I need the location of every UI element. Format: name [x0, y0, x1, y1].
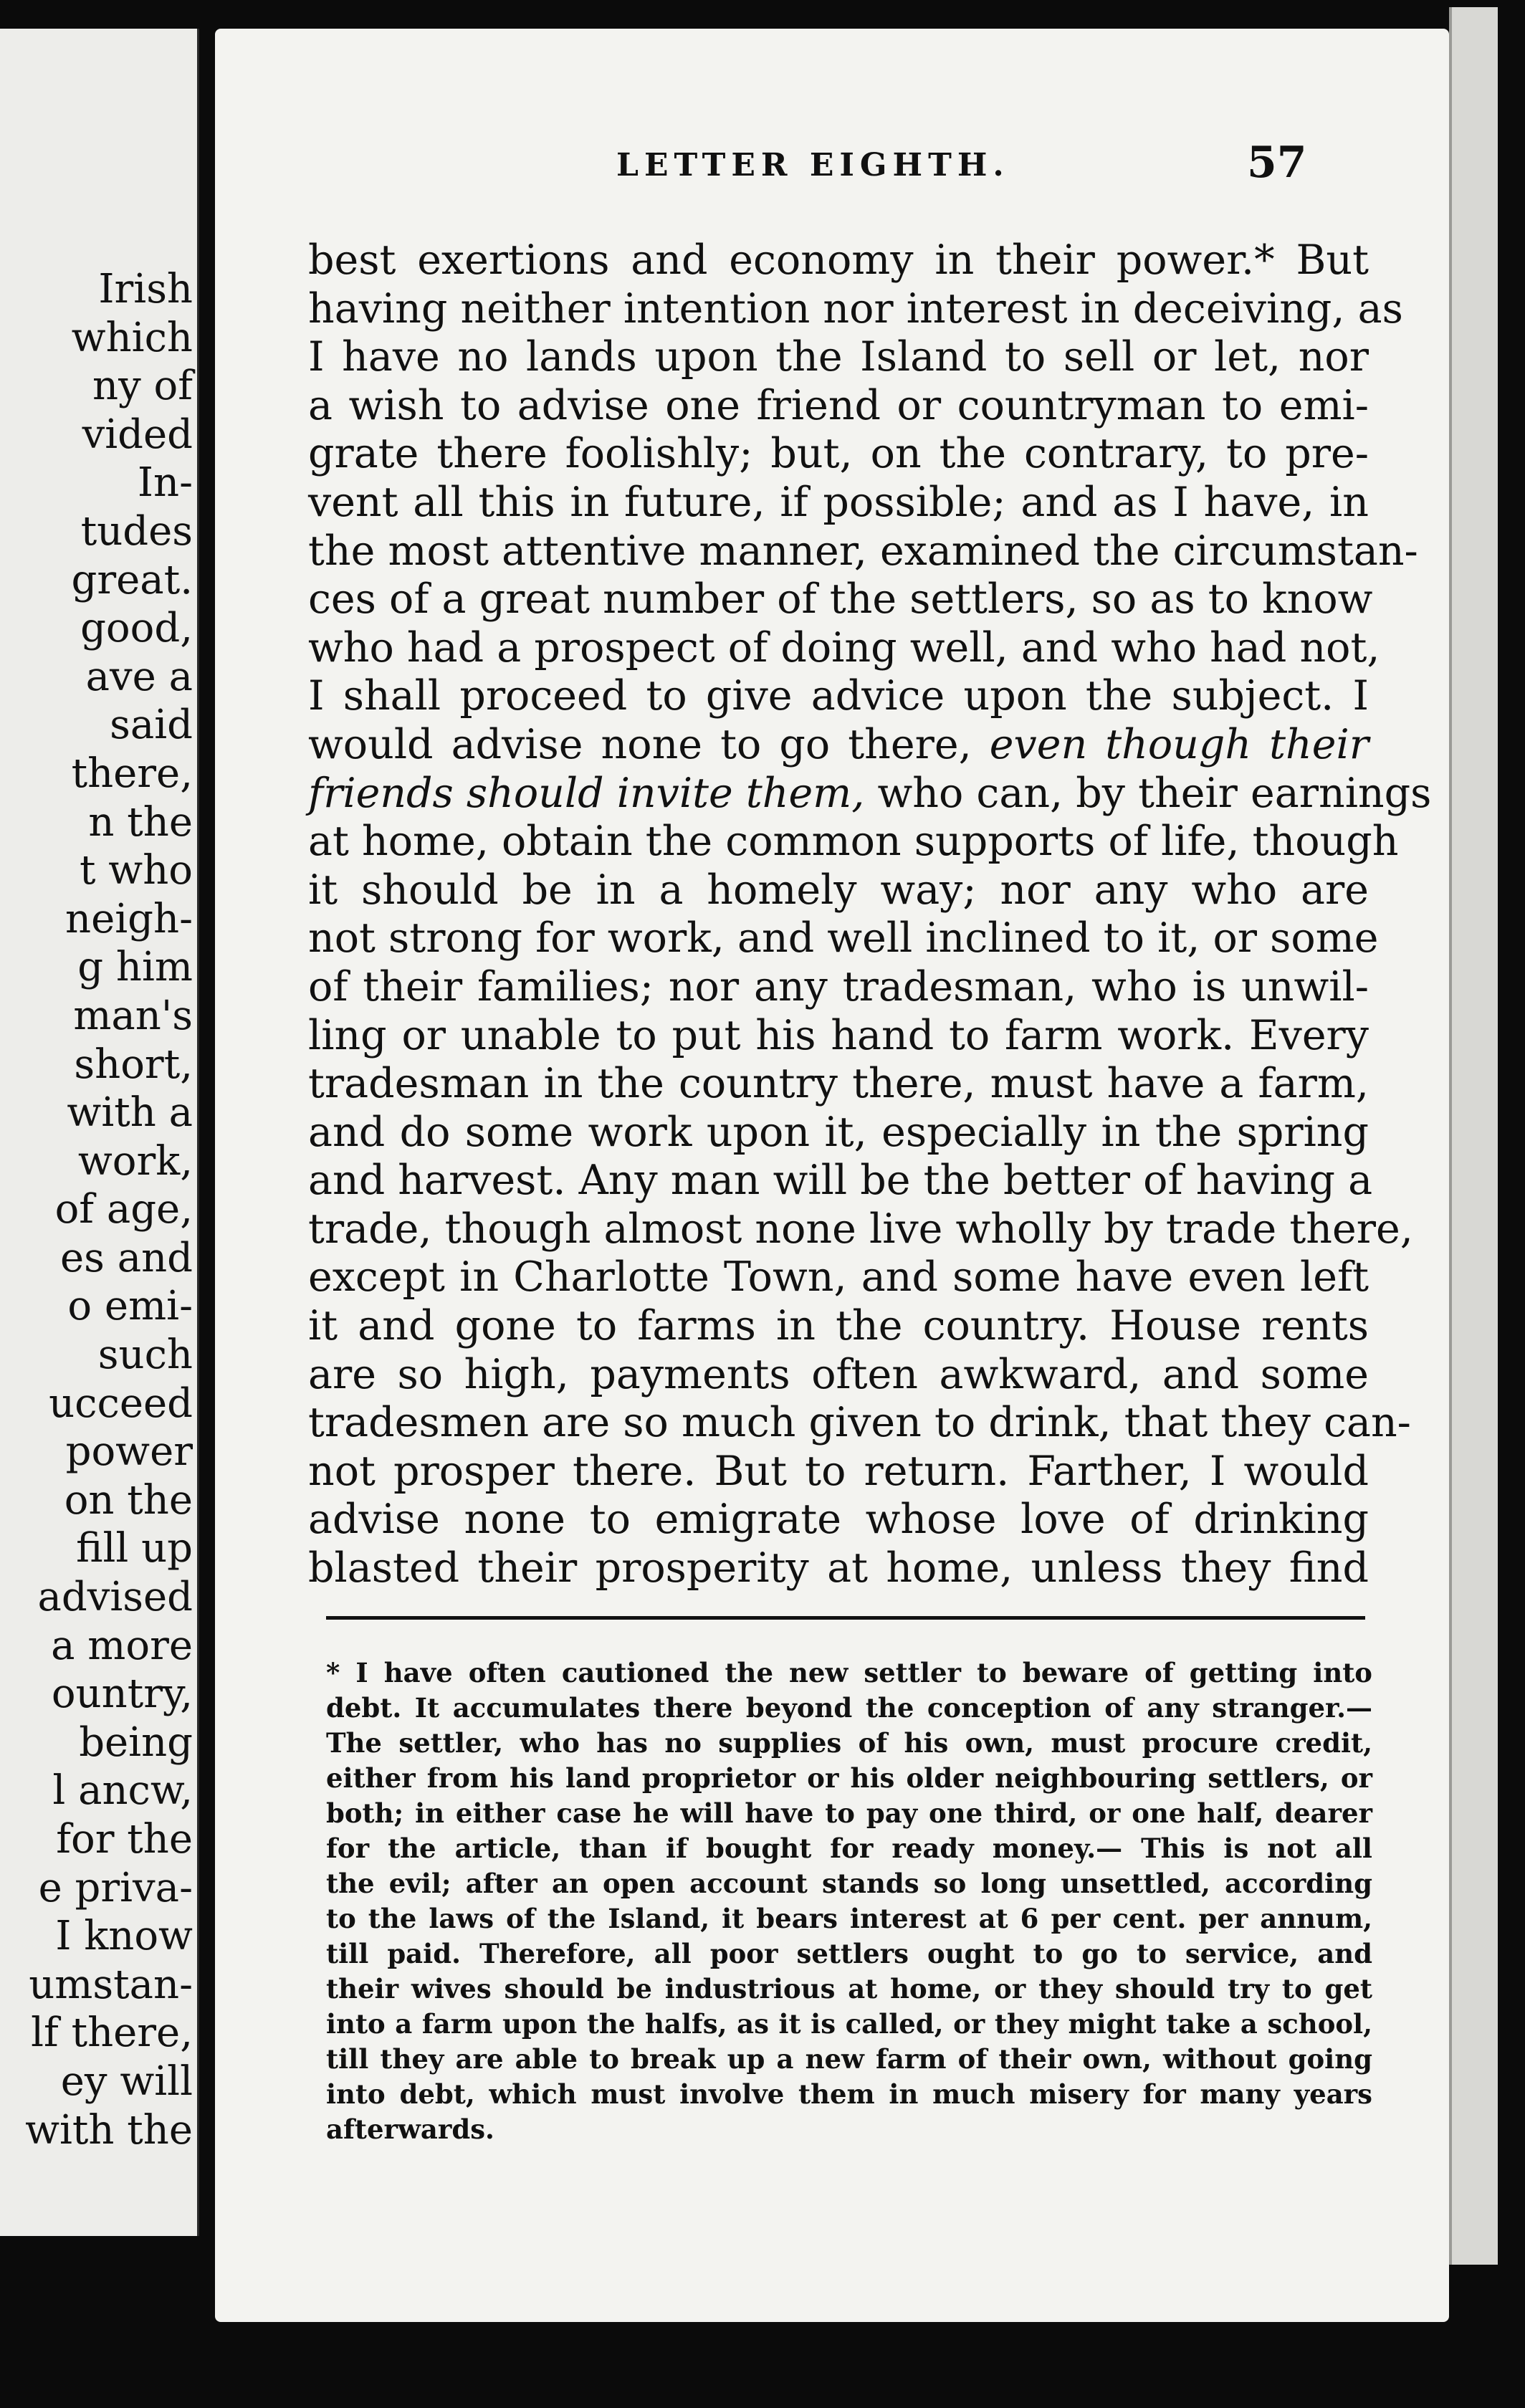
- previous-page-line: n the: [88, 798, 193, 846]
- footnote-line: into debt, which must involve them in much misery for many years: [326, 2078, 1372, 2110]
- previous-page-line: work,: [77, 1137, 193, 1185]
- page-edge: [1449, 7, 1498, 2265]
- footnote-line: into a farm upon the halfs, as it is called, or they might take a school,: [326, 2008, 1372, 2040]
- footnote-line: either from his land proprietor or his older neighbouring settlers, or: [326, 1762, 1372, 1794]
- previous-page-line: said: [110, 702, 193, 749]
- previous-page-line: fill up: [76, 1525, 193, 1572]
- previous-page-line: on the: [64, 1476, 193, 1524]
- previous-page-line: I know: [55, 1913, 193, 1960]
- previous-page-line: tudes: [80, 507, 193, 555]
- body-line: [308, 721, 1369, 770]
- footnote-line: * I have often cautioned the new settler to beware of getting into: [326, 1657, 1372, 1688]
- body-line: grate there foolishly; but, on the contrary, to pre-: [308, 430, 1369, 478]
- previous-page-line: there,: [71, 750, 193, 797]
- body-line: and harvest. Any man will be the better of having a: [308, 1157, 1373, 1205]
- previous-page-line: l ancw,: [52, 1767, 193, 1815]
- italic-phrase: friends should invite them,: [308, 769, 865, 817]
- previous-page-line: great.: [71, 556, 193, 603]
- previous-page-line: lf there,: [31, 2010, 193, 2057]
- footnote: [326, 1656, 1372, 2147]
- footnote-rule: [326, 1616, 1365, 1620]
- footnote-line: The settler, who has no supplies of his own, must procure credit,: [326, 1727, 1372, 1759]
- previous-page-text: [25, 265, 193, 2154]
- footnote-line: afterwards.: [326, 2113, 494, 2145]
- previous-page: [0, 29, 199, 2236]
- body-line-end: who can, by their earnings: [877, 769, 1432, 817]
- footnote-line: their wives should be industrious at home, or they should try to get: [326, 1973, 1372, 2005]
- body-line: ling or unable to put his hand to farm work. Every: [308, 1011, 1369, 1059]
- body-line: vent all this in future, if possible; and as I have, in: [308, 478, 1369, 526]
- previous-page-line: ny of: [92, 363, 193, 410]
- body-line: the most attentive manner, examined the circumstan-: [308, 527, 1418, 575]
- previous-page-line: ountry,: [51, 1671, 193, 1718]
- previous-page-line: ave a: [85, 653, 193, 700]
- body-line: tradesman in the country there, must have a farm,: [308, 1060, 1369, 1108]
- body-line: who had a prospect of doing well, and who had not,: [308, 624, 1380, 672]
- previous-page-line: good,: [80, 605, 193, 652]
- footnote-line: the evil; after an open account stands so long unsettled, according: [326, 1868, 1372, 1899]
- body-line: trade, though almost none live wholly by trade there,: [308, 1205, 1413, 1253]
- body-line: [308, 769, 1432, 818]
- running-head: LETTER EIGHTH.: [616, 147, 1010, 183]
- body-line: and do some work upon it, especially in the spring: [308, 1108, 1369, 1156]
- footnote-line: debt. It accumulates there beyond the conception of any stranger.—: [326, 1692, 1372, 1724]
- previous-page-line: man's: [73, 992, 193, 1039]
- previous-page-line: for the: [56, 1816, 193, 1863]
- footnote-line: both; in either case he will have to pay one third, or one half, dearer: [326, 1797, 1372, 1829]
- footnote-line: till paid. Therefore, all poor settlers ought to go to service, and: [326, 1938, 1372, 1969]
- body-line: it should be in a homely way; nor any who are: [308, 866, 1369, 914]
- previous-page-line: with the: [25, 2106, 193, 2154]
- previous-page-line: with a: [67, 1089, 193, 1137]
- body-line: not strong for work, and well inclined to it, or some: [308, 914, 1379, 962]
- footnote-line: for the article, than if bought for ready money.— This is not all: [326, 1833, 1372, 1864]
- previous-page-line: short,: [74, 1041, 193, 1088]
- previous-page-line: of age,: [54, 1186, 193, 1233]
- body-line: not prosper there. But to return. Farther, I would: [308, 1447, 1369, 1495]
- body-line: of their families; nor any tradesman, who is unwil-: [308, 962, 1369, 1010]
- body-line: it and gone to farms in the country. House rents: [308, 1302, 1369, 1350]
- previous-page-line: neigh-: [65, 895, 193, 942]
- footnote-line: till they are able to break up a new farm of their own, without going: [326, 2043, 1372, 2075]
- previous-page-line: es and: [60, 1234, 193, 1281]
- previous-page-line: o emi-: [67, 1283, 193, 1330]
- previous-page-line: e priva-: [38, 1864, 193, 1911]
- body-line: ces of a great number of the settlers, so as to know: [308, 575, 1373, 624]
- body-line: best exertions and economy in their power.* But: [308, 236, 1369, 284]
- body-line: except in Charlotte Town, and some have even left: [308, 1253, 1369, 1301]
- italic-phrase: even though their: [989, 720, 1369, 768]
- previous-page-line: g him: [77, 944, 193, 991]
- previous-page-line: advised: [37, 1574, 193, 1621]
- previous-page-line: umstan-: [29, 1961, 193, 2008]
- body-line: I have no lands upon the Island to sell or let, nor: [308, 333, 1369, 381]
- body-line: a wish to advise one friend or countryman to emi-: [308, 381, 1369, 429]
- body-line-start: would advise none to go there,: [308, 720, 972, 768]
- body-line: I shall proceed to give advice upon the subject. I: [308, 672, 1369, 720]
- body-line: are so high, payments often awkward, and some: [308, 1350, 1369, 1398]
- body-line: blasted their prosperity at home, unless they find: [308, 1544, 1369, 1592]
- previous-page-line: In-: [137, 459, 193, 507]
- previous-page-line: being: [79, 1719, 193, 1766]
- body-line: at home, obtain the common supports of life, though: [308, 818, 1399, 866]
- previous-page-line: which: [71, 314, 193, 361]
- previous-page-line: a more: [51, 1622, 193, 1669]
- body-line: having neither intention nor interest in deceiving, as: [308, 285, 1403, 333]
- previous-page-line: t who: [79, 847, 193, 894]
- body-line: tradesmen are so much given to drink, that they can-: [308, 1399, 1411, 1447]
- previous-page-line: Irish: [98, 266, 193, 312]
- body-line: advise none to emigrate whose love of drinking: [308, 1496, 1369, 1544]
- previous-page-line: power: [65, 1428, 193, 1476]
- footnote-line: to the laws of the Island, it bears interest at 6 per cent. per annum,: [326, 1903, 1372, 1934]
- body-text: [308, 236, 1432, 1593]
- previous-page-line: ey will: [60, 2058, 193, 2105]
- previous-page-line: such: [97, 1332, 193, 1379]
- previous-page-line: vided: [82, 411, 193, 458]
- previous-page-line: ucceed: [49, 1380, 193, 1427]
- page-number: 57: [1247, 138, 1307, 188]
